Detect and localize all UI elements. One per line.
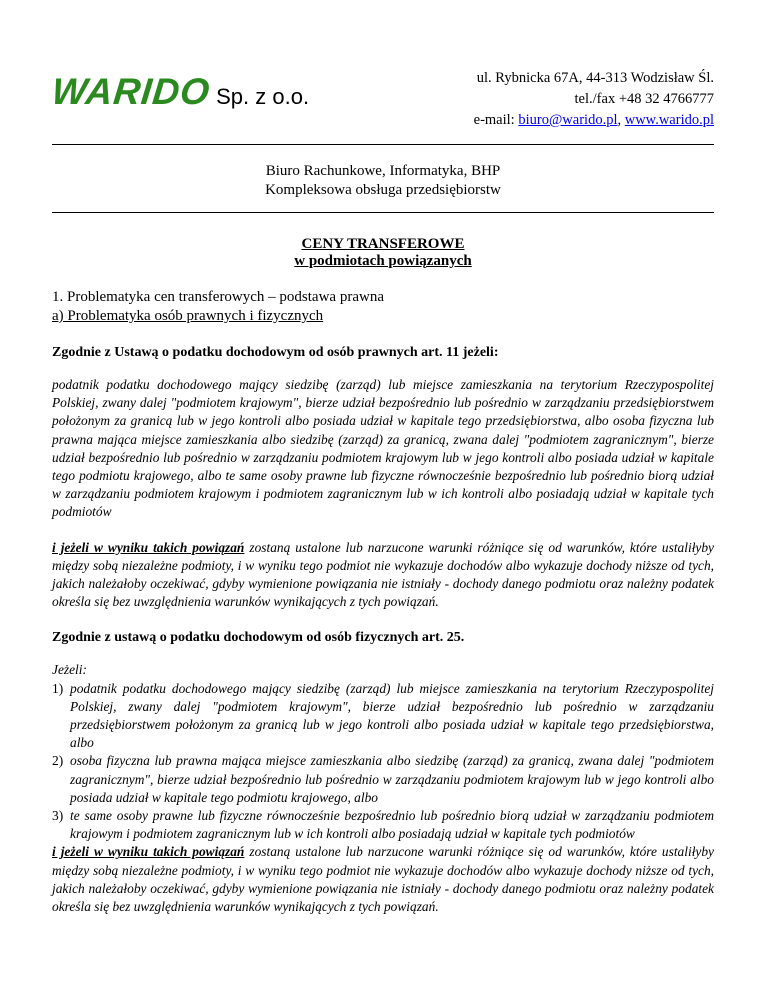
header-divider	[52, 144, 714, 145]
email-label: e-mail:	[473, 112, 519, 128]
document-body	[52, 288, 714, 916]
email-line	[474, 110, 714, 131]
logo-brand: WARIDO	[49, 71, 213, 112]
pit-paragraph-2	[52, 843, 714, 916]
cit-paragraph-1: podatnik podatku dochodowego mający siedzibę (zarząd) lub miejsce zamieszkania na terytorium Rzeczypospolitej Polskiej, zwany dalej "podmiotem krajowym", bierze udział bezpośrednio lub pośrednio w zarządzaniu przedsiębiorstwem położonym za granicą lub w jego kontroli albo posiada udział w kapitale tego przedsiębiorstwa, albo osoba fizyczna lub prawna mająca miejsce zamieszkania albo siedzibę (zarząd) za granicą, zwana dalej "podmiotem zagranicznym", bierze udział bezpośrednio lub pośrednio w zarządzaniu podmiotem krajowym lub w jego kontroli albo posiada udział w kapitale tego podmiotu krajowego, albo te same osoby prawne lub fizyczne równocześnie bezpośrednio lub pośrednio biorą udział w zarządzaniu podmiotem krajowym i podmiotem zagranicznym lub w ich kontroli albo posiadają udział w kapitale tych podmiotów	[52, 377, 714, 520]
pit-paragraph-2-text: zostaną ustalone lub narzucone warunki różniące się od warunków, które ustaliłyby między sobą niezależne podmioty, i w wyniku tego podmiot nie wykazuje dochodów albo wykazuje dochody niższe od tych, jakich należałoby oczekiwać, gdyby wymienione powiązania nie istniały - dochody danego podmiotu oraz należny podatek określa się bez uwzględnienia warunków wynikających z tych powiązań.	[52, 844, 714, 915]
address-line: ul. Rybnicka 67A, 44-313 Wodzisław Śl.	[476, 70, 714, 86]
list-item	[52, 752, 714, 807]
services-line-1: Biuro Rachunkowe, Informatyka, BHP	[265, 163, 501, 179]
services-block	[52, 162, 714, 200]
list-item-number: 3)	[52, 808, 64, 824]
section-subheading: a) Problematyka osób prawnych i fizycznych	[52, 308, 324, 324]
list-item-number: 1)	[52, 680, 64, 696]
section-heading: 1. Problematyka cen transferowych – podstawa prawna	[52, 289, 384, 305]
title-line-2: w podmiotach powiązanych	[294, 253, 472, 269]
pit-intro: Jeżeli:	[52, 662, 87, 678]
cit-paragraph-2-text: zostaną ustalone lub narzucone warunki różniące się od warunków, które ustaliłyby między sobą niezależne podmioty, i w wyniku tego podmiot nie wykazuje dochodów albo wykazuje dochody niższe od tych, jakich należałoby oczekiwać, gdyby wymienione powiązania nie istniały - dochody danego podmiotu oraz należny podatek określa się bez uwzględnienia warunków wynikających z tych powiązań.	[52, 539, 714, 610]
company-logo	[49, 71, 310, 112]
title-line-1: CENY TRANSFEROWE	[301, 236, 465, 252]
email-link[interactable]: biuro@warido.pl	[518, 112, 618, 128]
phone-line: tel./fax +48 32 4766777	[574, 91, 714, 107]
pit-law-heading: Zgodnie z ustawą o podatku dochodowym od osób fizycznych art. 25.	[52, 630, 465, 646]
contact-block	[474, 68, 714, 131]
document-title	[52, 236, 714, 270]
cit-law-heading: Zgodnie z Ustawą o podatku dochodowym od osób prawnych art. 11 jeżeli:	[52, 345, 499, 360]
logo-suffix: Sp. z o.o.	[216, 84, 310, 109]
list-item	[52, 680, 714, 753]
pit-emphasis: i jeżeli w wyniku takich powiązań	[52, 844, 245, 860]
services-divider	[52, 212, 714, 213]
website-link[interactable]: www.warido.pl	[624, 112, 714, 128]
link-separator: ,	[617, 112, 625, 128]
services-line-2: Kompleksowa obsługa przedsiębiorstw	[265, 182, 501, 198]
list-item-text: podatnik podatku dochodowego mający siedzibę (zarząd) lub miejsce zamieszkania na terytorium Rzeczypospolitej Polskiej, zwany dalej "podmiotem krajowym", bierze udział bezpośrednio lub pośrednio w zarządzaniu przedsiębiorstwem położonym za granicą lub w jego kontroli albo posiada udział w kapitale tego przedsiębiorstwa, albo	[70, 680, 714, 751]
cit-paragraph-2	[52, 539, 714, 612]
pit-conditions-list	[52, 680, 714, 844]
cit-emphasis: i jeżeli w wyniku takich powiązań	[52, 539, 245, 555]
list-item-text: te same osoby prawne lub fizyczne równocześnie bezpośrednio lub pośrednio biorą udział w zarządzaniu podmiotem krajowym i podmiotem zagranicznym lub w ich kontroli albo posiadają udział w kapitale tych podmiotów	[70, 808, 714, 842]
list-item-text: osoba fizyczna lub prawna mająca miejsce zamieszkania albo siedzibę (zarząd) za granicą, zwana dalej "podmiotem zagranicznym", bierze udział bezpośrednio lub pośrednio w zarządzaniu podmiotem krajowym lub w jego kontroli albo posiada udział w kapitale tego podmiotu krajowego, albo	[70, 753, 714, 805]
letterhead	[49, 62, 714, 140]
list-item	[52, 807, 714, 843]
list-item-number: 2)	[52, 753, 64, 769]
